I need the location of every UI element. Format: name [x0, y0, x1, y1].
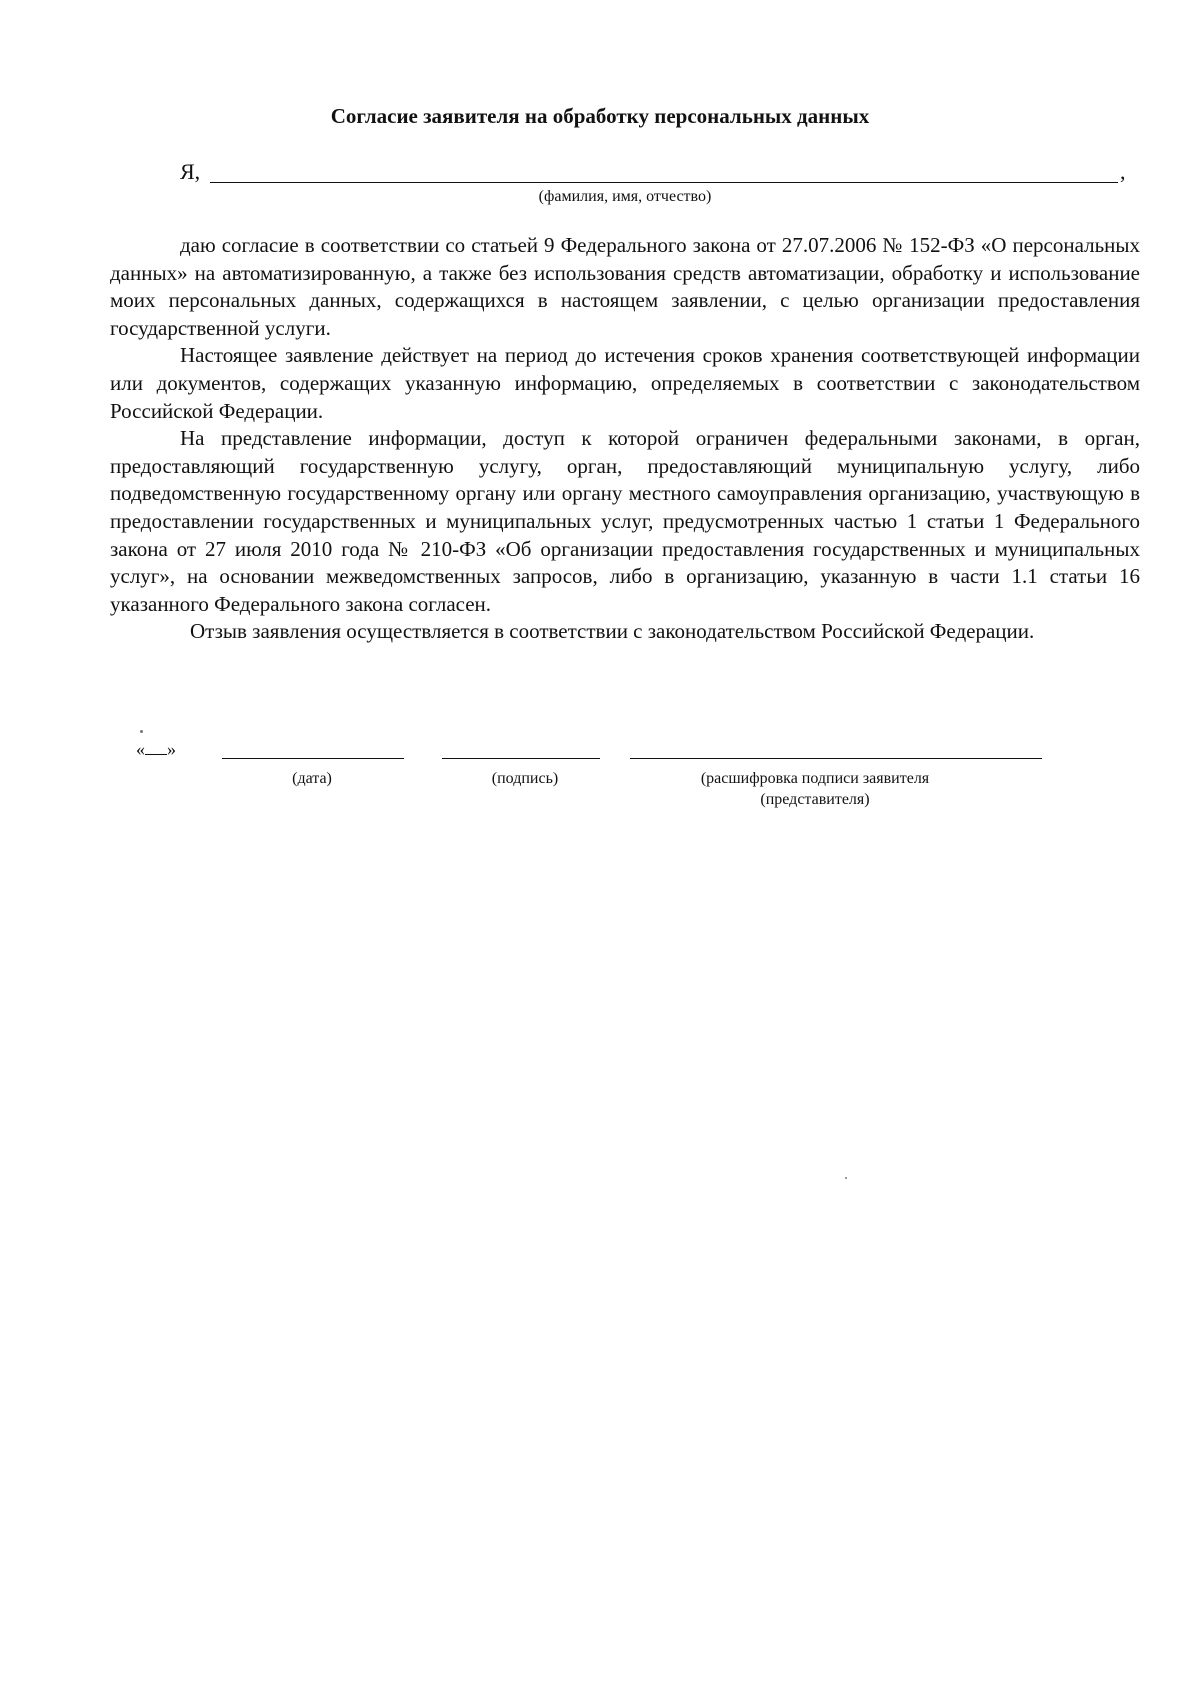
signature-block	[0, 738, 1200, 808]
signature-decoding-caption-line2: (представителя)	[760, 791, 870, 808]
consent-paragraph-2: Настоящее заявление действует на период до истечения сроков хранения соответствующей информации или документов, содержащих указанную информацию, определяемых в соответствии с законодательством Российской Федерации.	[110, 343, 1140, 423]
consent-paragraph-1: даю согласие в соответствии со статьей 9 Федерального закона от 27.07.2006 № 152-ФЗ «О персональных данных» на автоматизированную, а также без использования средств автоматизации, обработку и использование моих персональных данных, содержащихся в настоящем заявлении, с целью организации предоставления государственной услуги.	[110, 233, 1140, 340]
applicant-name-field[interactable]	[210, 182, 1118, 183]
applicant-name-line	[180, 158, 1130, 186]
consent-paragraph-3: На представление информации, доступ к которой ограничен федеральными законами, в орган, предоставляющий государственную услугу, орган, предоставляющий муниципальную услугу, либо подведомственную государственному органу или органу местного самоуправления организацию, участвующую в предоставлении государственных и муниципальных услуг, предусмотренных частью 1 статьи 1 Федерального закона от 27 июля 2010 года № 210-ФЗ «Об организации предоставления государственных и муниципальных услуг», на основании межведомственных запросов, либо в организацию, указанную в части 1.1 статьи 16 указанного Федерального закона согласен.	[110, 426, 1140, 616]
scan-speck	[845, 1177, 847, 1179]
close-quote: »	[167, 739, 176, 759]
consent-paragraph-4: Отзыв заявления осуществляется в соответствии с законодательством Российской Федерации.	[190, 619, 1035, 644]
applicant-name-caption: (фамилия, имя, отчество)	[538, 188, 712, 205]
signature-decoding-caption	[660, 768, 970, 810]
date-field[interactable]	[222, 758, 404, 759]
document-title: Согласие заявителя на обработку персональных данных	[330, 104, 870, 128]
applicant-name-suffix: ,	[1120, 159, 1126, 184]
signature-decoding-field[interactable]	[630, 758, 1042, 759]
consent-body	[110, 232, 1140, 646]
day-field[interactable]	[136, 738, 176, 760]
applicant-name-prefix: Я,	[180, 159, 201, 184]
signature-decoding-caption-line1: (расшифровка подписи заявителя	[700, 770, 930, 787]
scan-speck	[140, 730, 143, 733]
signature-field[interactable]	[442, 758, 600, 759]
open-quote: «	[136, 739, 145, 759]
date-caption: (дата)	[292, 770, 332, 787]
day-blank[interactable]	[145, 740, 167, 755]
signature-caption: (подпись)	[491, 770, 559, 787]
